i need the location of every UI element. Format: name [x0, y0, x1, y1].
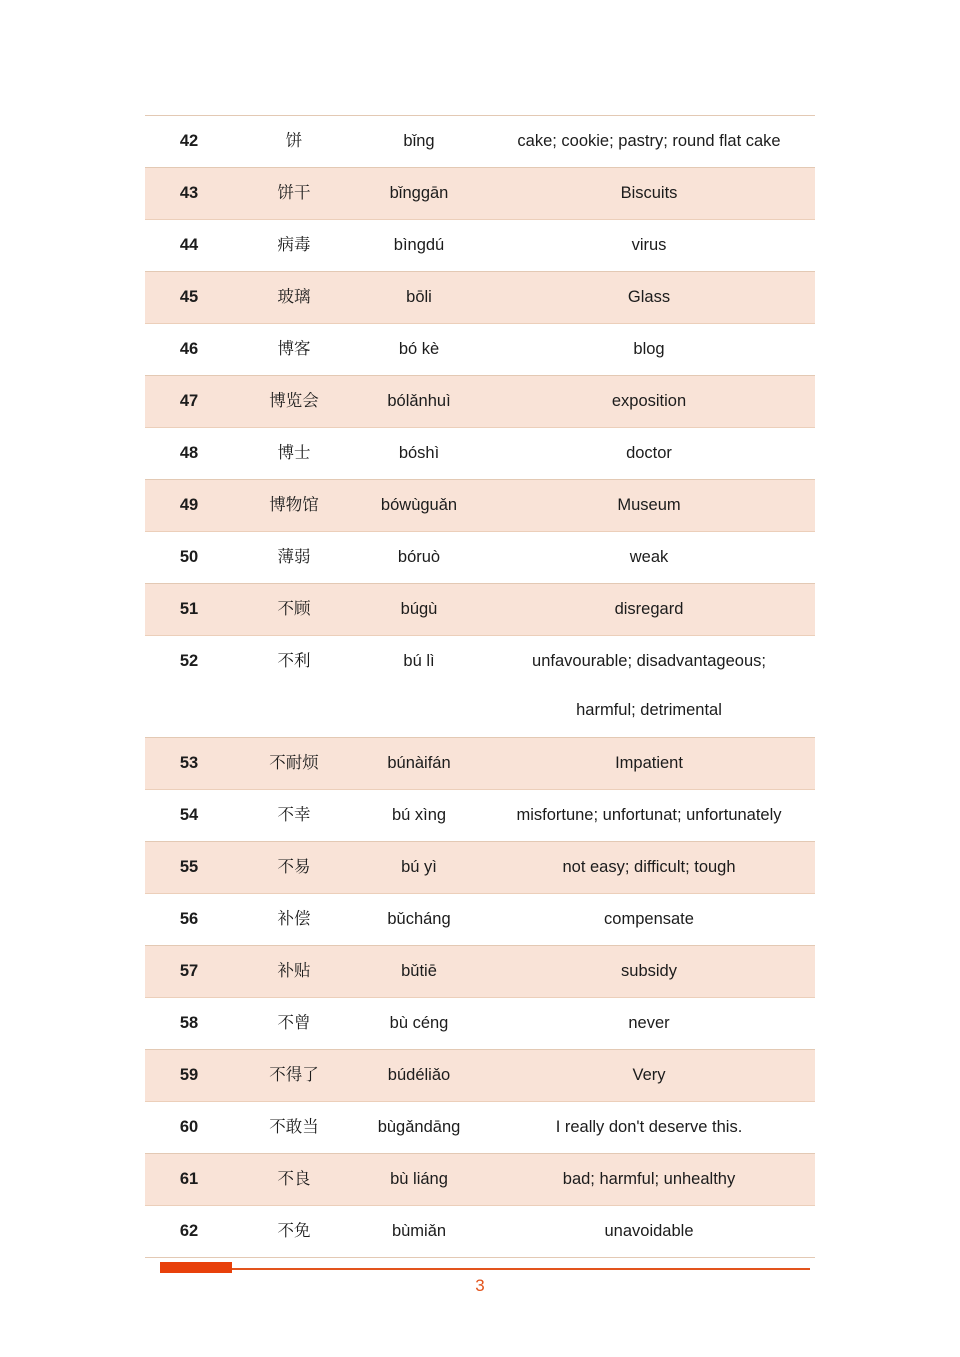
table-row: [145, 220, 815, 272]
cell-hanzi: 饼干: [233, 168, 355, 220]
cell-hanzi: 薄弱: [233, 532, 355, 584]
cell-english: [483, 841, 815, 893]
cell-index: 47: [145, 376, 233, 428]
cell-index: 44: [145, 220, 233, 272]
cell-english-line: harmful; detrimental: [576, 701, 722, 720]
cell-english-line: never: [628, 1013, 670, 1032]
cell-english: [483, 789, 815, 841]
table-row: [145, 584, 815, 636]
cell-hanzi: 不得了: [233, 1049, 355, 1101]
cell-index: 56: [145, 893, 233, 945]
cell-english: [483, 220, 815, 272]
cell-english-line: Very: [632, 1065, 666, 1084]
page-number: 3: [475, 1276, 485, 1295]
cell-index: 46: [145, 324, 233, 376]
cell-pinyin: bù liáng: [355, 1153, 483, 1205]
cell-index: 55: [145, 841, 233, 893]
cell-hanzi: 不敢当: [233, 1101, 355, 1153]
table-row: [145, 789, 815, 841]
cell-index: 53: [145, 737, 233, 789]
table-row: [145, 1205, 815, 1257]
table-row: [145, 1153, 815, 1205]
cell-pinyin: bù céng: [355, 997, 483, 1049]
table-row: [145, 841, 815, 893]
page-footer: [0, 1256, 960, 1326]
cell-hanzi: 不利: [233, 636, 355, 738]
cell-hanzi: 饼: [233, 116, 355, 168]
cell-english-line: cake; cookie; pastry; round flat cake: [517, 131, 781, 150]
cell-english-line: not easy; difficult; tough: [562, 857, 736, 876]
table-row: [145, 272, 815, 324]
cell-hanzi: 博士: [233, 428, 355, 480]
cell-english: [483, 584, 815, 636]
cell-english: [483, 997, 815, 1049]
cell-index: 48: [145, 428, 233, 480]
cell-pinyin: bǐng: [355, 116, 483, 168]
cell-index: 52: [145, 636, 233, 738]
cell-hanzi: 博览会: [233, 376, 355, 428]
table-row: [145, 168, 815, 220]
cell-hanzi: 博客: [233, 324, 355, 376]
table-row: [145, 116, 815, 168]
cell-english: [483, 945, 815, 997]
cell-pinyin: bóshì: [355, 428, 483, 480]
cell-hanzi: 玻璃: [233, 272, 355, 324]
table-row: [145, 480, 815, 532]
cell-hanzi: 博物馆: [233, 480, 355, 532]
cell-hanzi: 不耐烦: [233, 737, 355, 789]
cell-english-line: Museum: [617, 495, 681, 514]
cell-english: [483, 324, 815, 376]
cell-english-line: blog: [633, 339, 665, 358]
table-row: [145, 737, 815, 789]
cell-english: [483, 1153, 815, 1205]
cell-hanzi: 补偿: [233, 893, 355, 945]
cell-index: 62: [145, 1205, 233, 1257]
cell-pinyin: búgù: [355, 584, 483, 636]
cell-hanzi: 不曾: [233, 997, 355, 1049]
table-row: [145, 1101, 815, 1153]
table-row: [145, 636, 815, 738]
cell-index: 59: [145, 1049, 233, 1101]
cell-hanzi: 补贴: [233, 945, 355, 997]
cell-pinyin: bùgǎndāng: [355, 1101, 483, 1153]
cell-english: [483, 480, 815, 532]
cell-english-line: I really don't deserve this.: [555, 1117, 743, 1136]
cell-english: [483, 168, 815, 220]
table-row: [145, 945, 815, 997]
table-row: [145, 893, 815, 945]
cell-english-line: exposition: [611, 391, 687, 410]
cell-pinyin: bùmiǎn: [355, 1205, 483, 1257]
cell-pinyin: bǐnggān: [355, 168, 483, 220]
cell-english-line: weak: [629, 547, 669, 566]
cell-pinyin: bìngdú: [355, 220, 483, 272]
table-row: [145, 428, 815, 480]
cell-english-line: unfavourable; disadvantageous;: [532, 652, 766, 670]
table-row: [145, 997, 815, 1049]
cell-index: 42: [145, 116, 233, 168]
cell-index: 43: [145, 168, 233, 220]
cell-english: [483, 428, 815, 480]
cell-pinyin: bōli: [355, 272, 483, 324]
cell-pinyin: bó kè: [355, 324, 483, 376]
cell-pinyin: búnàifán: [355, 737, 483, 789]
cell-hanzi: 不良: [233, 1153, 355, 1205]
vocabulary-table-container: [145, 115, 815, 1258]
cell-english: [483, 376, 815, 428]
footer-accent-block: [160, 1262, 232, 1273]
vocabulary-table: [145, 115, 815, 1258]
table-row: [145, 1049, 815, 1101]
cell-index: 49: [145, 480, 233, 532]
cell-english-line: Glass: [627, 287, 671, 306]
cell-english-line: unavoidable: [604, 1221, 694, 1240]
cell-english: [483, 893, 815, 945]
cell-index: 50: [145, 532, 233, 584]
cell-index: 54: [145, 789, 233, 841]
cell-english-line: bad; harmful; unhealthy: [562, 1169, 736, 1188]
cell-english-line: Impatient: [615, 753, 683, 772]
cell-pinyin: bú yì: [355, 841, 483, 893]
cell-index: 60: [145, 1101, 233, 1153]
cell-english: [483, 1101, 815, 1153]
cell-english: [483, 272, 815, 324]
cell-hanzi: 不易: [233, 841, 355, 893]
table-row: [145, 376, 815, 428]
cell-index: 51: [145, 584, 233, 636]
vocabulary-table-body: [145, 116, 815, 1258]
cell-english-line: subsidy: [621, 961, 677, 980]
cell-index: 58: [145, 997, 233, 1049]
cell-hanzi: 病毒: [233, 220, 355, 272]
cell-pinyin: bú xìng: [355, 789, 483, 841]
cell-english: [483, 1205, 815, 1257]
cell-index: 57: [145, 945, 233, 997]
cell-english: [483, 636, 815, 738]
cell-hanzi: 不顾: [233, 584, 355, 636]
cell-pinyin: bóruò: [355, 532, 483, 584]
cell-english-line: compensate: [604, 909, 694, 928]
cell-pinyin: búdéliǎo: [355, 1049, 483, 1101]
table-row: [145, 324, 815, 376]
cell-english: [483, 1049, 815, 1101]
cell-index: 61: [145, 1153, 233, 1205]
cell-english-line: Biscuits: [620, 183, 678, 202]
cell-pinyin: bówùguǎn: [355, 480, 483, 532]
table-row: [145, 532, 815, 584]
cell-english-line: disregard: [614, 599, 684, 618]
cell-english-line: doctor: [626, 443, 672, 462]
cell-index: 45: [145, 272, 233, 324]
cell-english: [483, 116, 815, 168]
cell-english-line: misfortune; unfortunat; unfortunately: [516, 805, 782, 824]
cell-english: [483, 532, 815, 584]
cell-english-line: virus: [631, 235, 667, 254]
cell-english: [483, 737, 815, 789]
cell-hanzi: 不免: [233, 1205, 355, 1257]
footer-rule: [160, 1268, 810, 1270]
cell-pinyin: bólǎnhuì: [355, 376, 483, 428]
cell-hanzi: 不幸: [233, 789, 355, 841]
cell-pinyin: bú lì: [355, 636, 483, 738]
cell-pinyin: bǔtiē: [355, 945, 483, 997]
cell-pinyin: bǔcháng: [355, 893, 483, 945]
